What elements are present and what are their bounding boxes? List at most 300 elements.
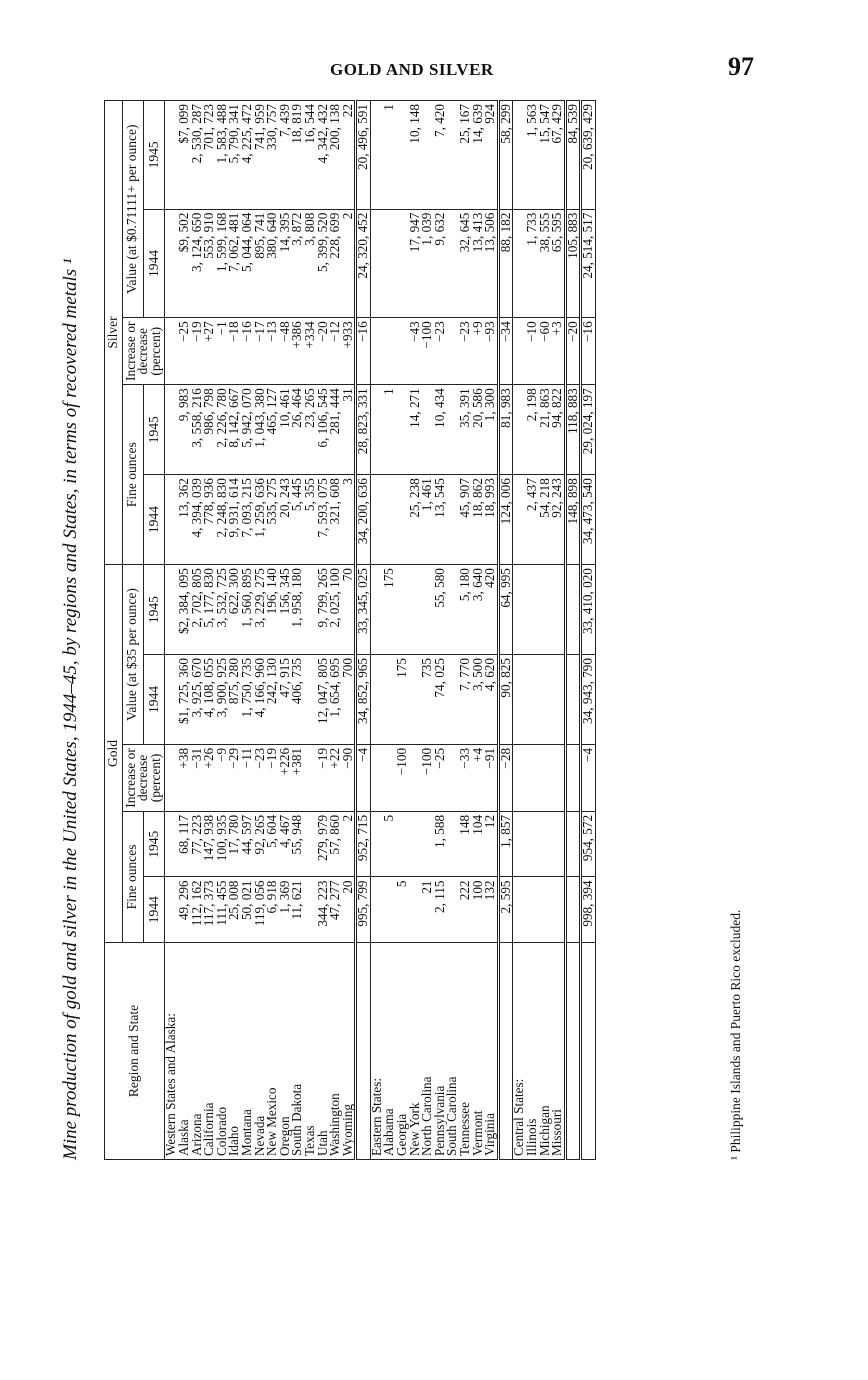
cell-s45: 3, 558, 216 [191,385,204,475]
cell-gv45 [551,565,565,655]
cell-sv44: 553, 910 [203,209,216,318]
state-name [565,943,581,1160]
cell-sv44: 65, 595 [551,209,565,318]
cell-g45: 57, 860 [329,811,342,877]
cell-g44: 11, 621 [291,877,304,943]
cell-sp: +933 [342,318,356,385]
cell-gv44 [513,655,526,745]
cell-gv45: 156, 345 [279,565,292,655]
cell-s44: 1, 259, 636 [254,475,267,565]
state-name: Montana [241,943,254,1160]
cell-gv45: 2, 025, 100 [329,565,342,655]
cell-gp: −90 [342,744,356,811]
state-name [581,943,596,1160]
cell-sp: −17 [254,318,267,385]
cell-sv44: 2 [342,209,356,318]
cell-sv45: 25, 167 [459,101,472,210]
cell-s45: 31 [342,385,356,475]
table-row [383,101,396,1160]
cell-sv45: 701, 723 [203,101,216,210]
table-caption: Mine production of gold and silver in the United States, 1944–45, by regions and States, in terms of recovered metals ¹ [60,258,81,1160]
cell-s45: 35, 391 [459,385,472,475]
cell-s44: 18, 862 [472,475,485,565]
cell-g44: 20 [342,877,356,943]
cell-g44 [565,877,581,943]
cell-sv44: 3, 808 [304,209,317,318]
cell-g45: 2 [342,811,356,877]
state-name: Wyoming [342,943,356,1160]
cell-gv44 [526,655,539,745]
table-row [472,101,485,1160]
cell-s45: 1, 300 [484,385,498,475]
year-header: 1944 [143,877,164,943]
cell-s45: 6, 106, 545 [317,385,330,475]
cell-sp: −20 [565,318,581,385]
gold-change-header: Increase or decrease (percent) [122,744,165,811]
cell-s45: 9, 983 [178,385,191,475]
cell-sv44: 32, 645 [459,209,472,318]
cell-gv45 [539,565,552,655]
cell-g44: 119, 056 [254,877,267,943]
cell-gp [526,744,539,811]
cell-g44: 112, 162 [191,877,204,943]
cell-sv45: 1, 583, 488 [216,101,229,210]
cell-s44: 18, 993 [484,475,498,565]
cell-s44: 5, 445 [291,475,304,565]
year-header: 1944 [143,209,164,318]
cell-sv45: 4, 225, 472 [241,101,254,210]
cell-g44: 111, 455 [216,877,229,943]
state-name: California [203,943,216,1160]
cell-s44: 20, 243 [279,475,292,565]
cell-sv44: 895, 741 [254,209,267,318]
cell-gv45: 9, 799, 265 [317,565,330,655]
cell-gv45 [409,565,422,655]
state-name: Georgia [396,943,409,1160]
cell-gv45: 2, 702, 805 [191,565,204,655]
cell-s44: 321, 608 [329,475,342,565]
cell-g45: 17, 780 [228,811,241,877]
gold-value-header: Value (at $35 per ounce) [122,565,143,745]
cell-g44: 6, 918 [266,877,279,943]
cell-s45: 281, 444 [329,385,342,475]
cell-gv44: 74, 025 [434,655,447,745]
cell-sp: +3 [551,318,565,385]
cell-s44: 45, 907 [459,475,472,565]
cell-g44: 222 [459,877,472,943]
state-name: Virginia [484,943,498,1160]
cell-gp: +226 [279,744,292,811]
state-name: Idaho [228,943,241,1160]
state-name: Nevada [254,943,267,1160]
cell-gv44 [539,655,552,745]
cell-g45: 279, 979 [317,811,330,877]
state-name: Eastern States: [370,943,383,1160]
cell-gp: −100 [421,744,434,811]
cell-sv44: 38, 555 [539,209,552,318]
cell-gp [551,744,565,811]
cell-gp: +38 [178,744,191,811]
cell-g45: 100, 935 [216,811,229,877]
cell-sp: −43 [409,318,422,385]
table-row [254,101,267,1160]
cell-g45: 68, 117 [178,811,191,877]
cell-s44: 2, 437 [526,475,539,565]
table-row [329,101,342,1160]
cell-sv44: 1, 599, 168 [216,209,229,318]
cell-sv44: 13, 413 [472,209,485,318]
table-row [241,101,254,1160]
state-name: Arizona [191,943,204,1160]
cell-g44 [526,877,539,943]
cell-s44: 9, 931, 614 [228,475,241,565]
cell-g44: 2, 115 [434,877,447,943]
cell-sv44: 88, 182 [498,209,513,318]
cell-s45: 81, 983 [498,385,513,475]
cell-sp: −25 [178,318,191,385]
cell-s45: 94, 822 [551,385,565,475]
cell-s45: 26, 464 [291,385,304,475]
cell-g45 [513,811,526,877]
cell-gp: −25 [434,744,447,811]
cell-gp: −9 [216,744,229,811]
cell-sp: −19 [191,318,204,385]
cell-g44: 5 [396,877,409,943]
cell-sp: −1 [216,318,229,385]
cell-sv44: 3, 124, 650 [191,209,204,318]
cell-g44: 47, 277 [329,877,342,943]
cell-sv45: 20, 496, 591 [356,101,371,210]
cell-g45: 77, 223 [191,811,204,877]
cell-sv45 [370,101,383,210]
cell-gp: +381 [291,744,304,811]
rotated-table-page [60,100,760,1160]
cell-s44: 54, 218 [539,475,552,565]
gold-fine-ounces-header: Fine ounces [122,811,143,942]
cell-gv45: 420 [484,565,498,655]
cell-g45: 147, 938 [203,811,216,877]
cell-sp: +9 [472,318,485,385]
table-row [539,101,552,1160]
cell-gv44 [370,655,383,745]
cell-sp: −16 [356,318,371,385]
footnote: ¹ Philippine Islands and Puerto Rico excluded. [728,909,743,1160]
cell-g45 [565,811,581,877]
table-row [526,101,539,1160]
table-row [342,101,356,1160]
cell-gv45: 622, 300 [228,565,241,655]
running-title: GOLD AND SILVER [330,60,494,79]
cell-gp: −29 [228,744,241,811]
table-row [291,101,304,1160]
cell-s45: 118, 883 [565,385,581,475]
state-name: Oregon [279,943,292,1160]
cell-gv45 [513,565,526,655]
cell-sp: −93 [484,318,498,385]
cell-g44: 132 [484,877,498,943]
table-body [165,101,596,1160]
table-row [279,101,292,1160]
table-row [513,101,526,1160]
year-header: 1944 [143,475,164,565]
cell-sp: +386 [291,318,304,385]
cell-gp: −31 [191,744,204,811]
cell-gv45: 33, 345, 025 [356,565,371,655]
cell-g45: 92, 265 [254,811,267,877]
cell-s45: 1, 043, 380 [254,385,267,475]
cell-gv44: 90, 825 [498,655,513,745]
cell-s44: 92, 243 [551,475,565,565]
cell-sv45: 20, 639, 429 [581,101,596,210]
cell-gv44: 12, 047, 805 [317,655,330,745]
cell-sv45: 741, 959 [254,101,267,210]
cell-g45: 4, 467 [279,811,292,877]
cell-gv44: 34, 852, 965 [356,655,371,745]
state-name: Illinois [526,943,539,1160]
cell-gv44: 175 [396,655,409,745]
cell-g45 [539,811,552,877]
table-row [317,101,330,1160]
cell-sv45: 1, 563 [526,101,539,210]
cell-sv44: 7, 062, 481 [228,209,241,318]
cell-g44: 117, 373 [203,877,216,943]
cell-gv45: 3, 532, 725 [216,565,229,655]
cell-s44: 4, 394, 039 [191,475,204,565]
cell-gv45: 3, 229, 275 [254,565,267,655]
cell-g45 [526,811,539,877]
table-row [370,101,383,1160]
cell-s44: 5, 355 [304,475,317,565]
cell-s44: 3 [342,475,356,565]
cell-s45: 10, 461 [279,385,292,475]
cell-g44: 25, 008 [228,877,241,943]
cell-gv45: 1, 560, 895 [241,565,254,655]
cell-gv44: 34, 943, 790 [581,655,596,745]
cell-gp: +4 [472,744,485,811]
cell-g44 [513,877,526,943]
cell-s44: 2, 248, 830 [216,475,229,565]
cell-sv45: 67, 429 [551,101,565,210]
cell-gv44: 4, 166, 960 [254,655,267,745]
state-name: Washington [329,943,342,1160]
cell-g44 [539,877,552,943]
cell-gv45 [396,565,409,655]
cell-sv45: 58, 299 [498,101,513,210]
cell-sp: −20 [317,318,330,385]
region-header: Region and State [105,943,165,1160]
total-row [356,101,371,1160]
cell-sv44: 5, 044, 064 [241,209,254,318]
cell-gv44: 875, 280 [228,655,241,745]
cell-s45: 465, 127 [266,385,279,475]
cell-sv44: 13, 506 [484,209,498,318]
cell-sv45: $7, 099 [178,101,191,210]
cell-gv45 [526,565,539,655]
cell-s45: 2, 226, 780 [216,385,229,475]
cell-g44: 1, 369 [279,877,292,943]
cell-sv44: 24, 514, 517 [581,209,596,318]
cell-sp: −60 [539,318,552,385]
cell-sp: −48 [279,318,292,385]
cell-gp: −28 [498,744,513,811]
cell-g45: 12 [484,811,498,877]
cell-gp: −19 [317,744,330,811]
cell-g45 [551,811,565,877]
cell-g44: 49, 296 [178,877,191,943]
cell-gv44: 3, 900, 925 [216,655,229,745]
cell-sv45: 14, 639 [472,101,485,210]
cell-gp [370,744,383,811]
state-name: Utah [317,943,330,1160]
cell-sv45: 924 [484,101,498,210]
cell-sv44 [383,209,396,318]
silver-fine-ounces-header: Fine ounces [122,385,143,565]
cell-gp: −19 [266,744,279,811]
cell-s44: 13, 545 [434,475,447,565]
cell-g44: 995, 799 [356,877,371,943]
cell-gv44: 735 [421,655,434,745]
cell-g44 [551,877,565,943]
cell-gp: −4 [581,744,596,811]
cell-g44: 344, 223 [317,877,330,943]
cell-sp: −23 [434,318,447,385]
cell-s44: 778, 936 [203,475,216,565]
production-table [104,100,596,1160]
cell-s45: 986, 798 [203,385,216,475]
table-row [434,101,447,1160]
cell-g44: 50, 021 [241,877,254,943]
cell-gv44 [551,655,565,745]
state-name: New Mexico [266,943,279,1160]
cell-sv45: 1 [383,101,396,210]
cell-gv45 [565,565,581,655]
gold-header: Gold [105,565,123,943]
cell-gv44: 4, 108, 055 [203,655,216,745]
table-row [266,101,279,1160]
total-row [581,101,596,1160]
cell-s45: 5, 942, 070 [241,385,254,475]
cell-sv45: 2, 530, 287 [191,101,204,210]
cell-s44 [383,475,396,565]
cell-gv44: 3, 500 [472,655,485,745]
cell-s45 [370,385,383,475]
cell-sv45: 200, 138 [329,101,342,210]
year-header: 1945 [143,385,164,475]
table-row [409,101,422,1160]
total-row [565,101,581,1160]
table-row [551,101,565,1160]
cell-sp: −18 [228,318,241,385]
cell-sv44: 24, 320, 452 [356,209,371,318]
table-row [396,101,409,1160]
year-header: 1945 [143,565,164,655]
table-row [421,101,434,1160]
cell-sv44 [370,209,383,318]
cell-sv44: $9, 502 [178,209,191,318]
cell-sv44: 105, 883 [565,209,581,318]
cell-g45: 1, 588 [434,811,447,877]
cell-gp: −91 [484,744,498,811]
cell-sv44: 3, 872 [291,209,304,318]
total-row [498,101,513,1160]
cell-g44: 21 [421,877,434,943]
cell-sp: −16 [581,318,596,385]
table-row [484,101,498,1160]
state-name: Michigan [539,943,552,1160]
cell-sp: −34 [498,318,513,385]
cell-s45: 8, 142, 667 [228,385,241,475]
cell-s44: 535, 275 [266,475,279,565]
cell-sv45: 4, 342, 432 [317,101,330,210]
state-name: Pennsylvania [434,943,447,1160]
state-name: Tennessee [459,943,472,1160]
cell-gv45: 175 [383,565,396,655]
cell-gp: −33 [459,744,472,811]
cell-s44: 34, 200, 636 [356,475,371,565]
cell-sv45: 15, 547 [539,101,552,210]
cell-g44 [370,877,383,943]
page-number: 97 [728,52,754,81]
cell-gp [513,744,526,811]
cell-gv45: 5, 177, 830 [203,565,216,655]
cell-sv45: 84, 539 [565,101,581,210]
cell-g45: 104 [472,811,485,877]
state-name: South Dakota [291,943,304,1160]
cell-s45: 1 [383,385,396,475]
cell-s44: 148, 898 [565,475,581,565]
cell-gp [539,744,552,811]
cell-sp: −13 [266,318,279,385]
silver-change-header: Increase or decrease (percent) [122,318,165,385]
cell-gp: −100 [396,744,409,811]
cell-gv44: 242, 130 [266,655,279,745]
year-header: 1945 [143,811,164,877]
cell-g45: 148 [459,811,472,877]
cell-sv45: 22 [342,101,356,210]
cell-gv45: 55, 580 [434,565,447,655]
cell-sv45: 10, 148 [409,101,422,210]
cell-gv45: 196, 140 [266,565,279,655]
cell-sp: −10 [526,318,539,385]
cell-s44: 1, 461 [421,475,434,565]
cell-gv44: $1, 725, 360 [178,655,191,745]
cell-sv44: 380, 640 [266,209,279,318]
cell-sp: −23 [459,318,472,385]
cell-s44: 34, 473, 540 [581,475,596,565]
cell-gv44: 47, 915 [279,655,292,745]
state-name: Vermont [472,943,485,1160]
cell-g44: 2, 595 [498,877,513,943]
cell-s44 [370,475,383,565]
state-name: Missouri [551,943,565,1160]
cell-g45 [396,811,409,877]
year-header: 1945 [143,101,164,210]
cell-sv44: 1, 733 [526,209,539,318]
cell-s45: 23, 265 [304,385,317,475]
cell-gv44: 7, 770 [459,655,472,745]
cell-g44: 998, 394 [581,877,596,943]
cell-gv45: 33, 410, 020 [581,565,596,655]
cell-s45: 21, 863 [539,385,552,475]
cell-sv45: 330, 757 [266,101,279,210]
cell-sv45: 7, 439 [279,101,292,210]
cell-g45: 952, 715 [356,811,371,877]
cell-g45: 55, 948 [291,811,304,877]
table-row [446,101,459,1160]
cell-g45: 5, 604 [266,811,279,877]
cell-sp: −12 [329,318,342,385]
cell-sv44: 5, 399, 520 [317,209,330,318]
